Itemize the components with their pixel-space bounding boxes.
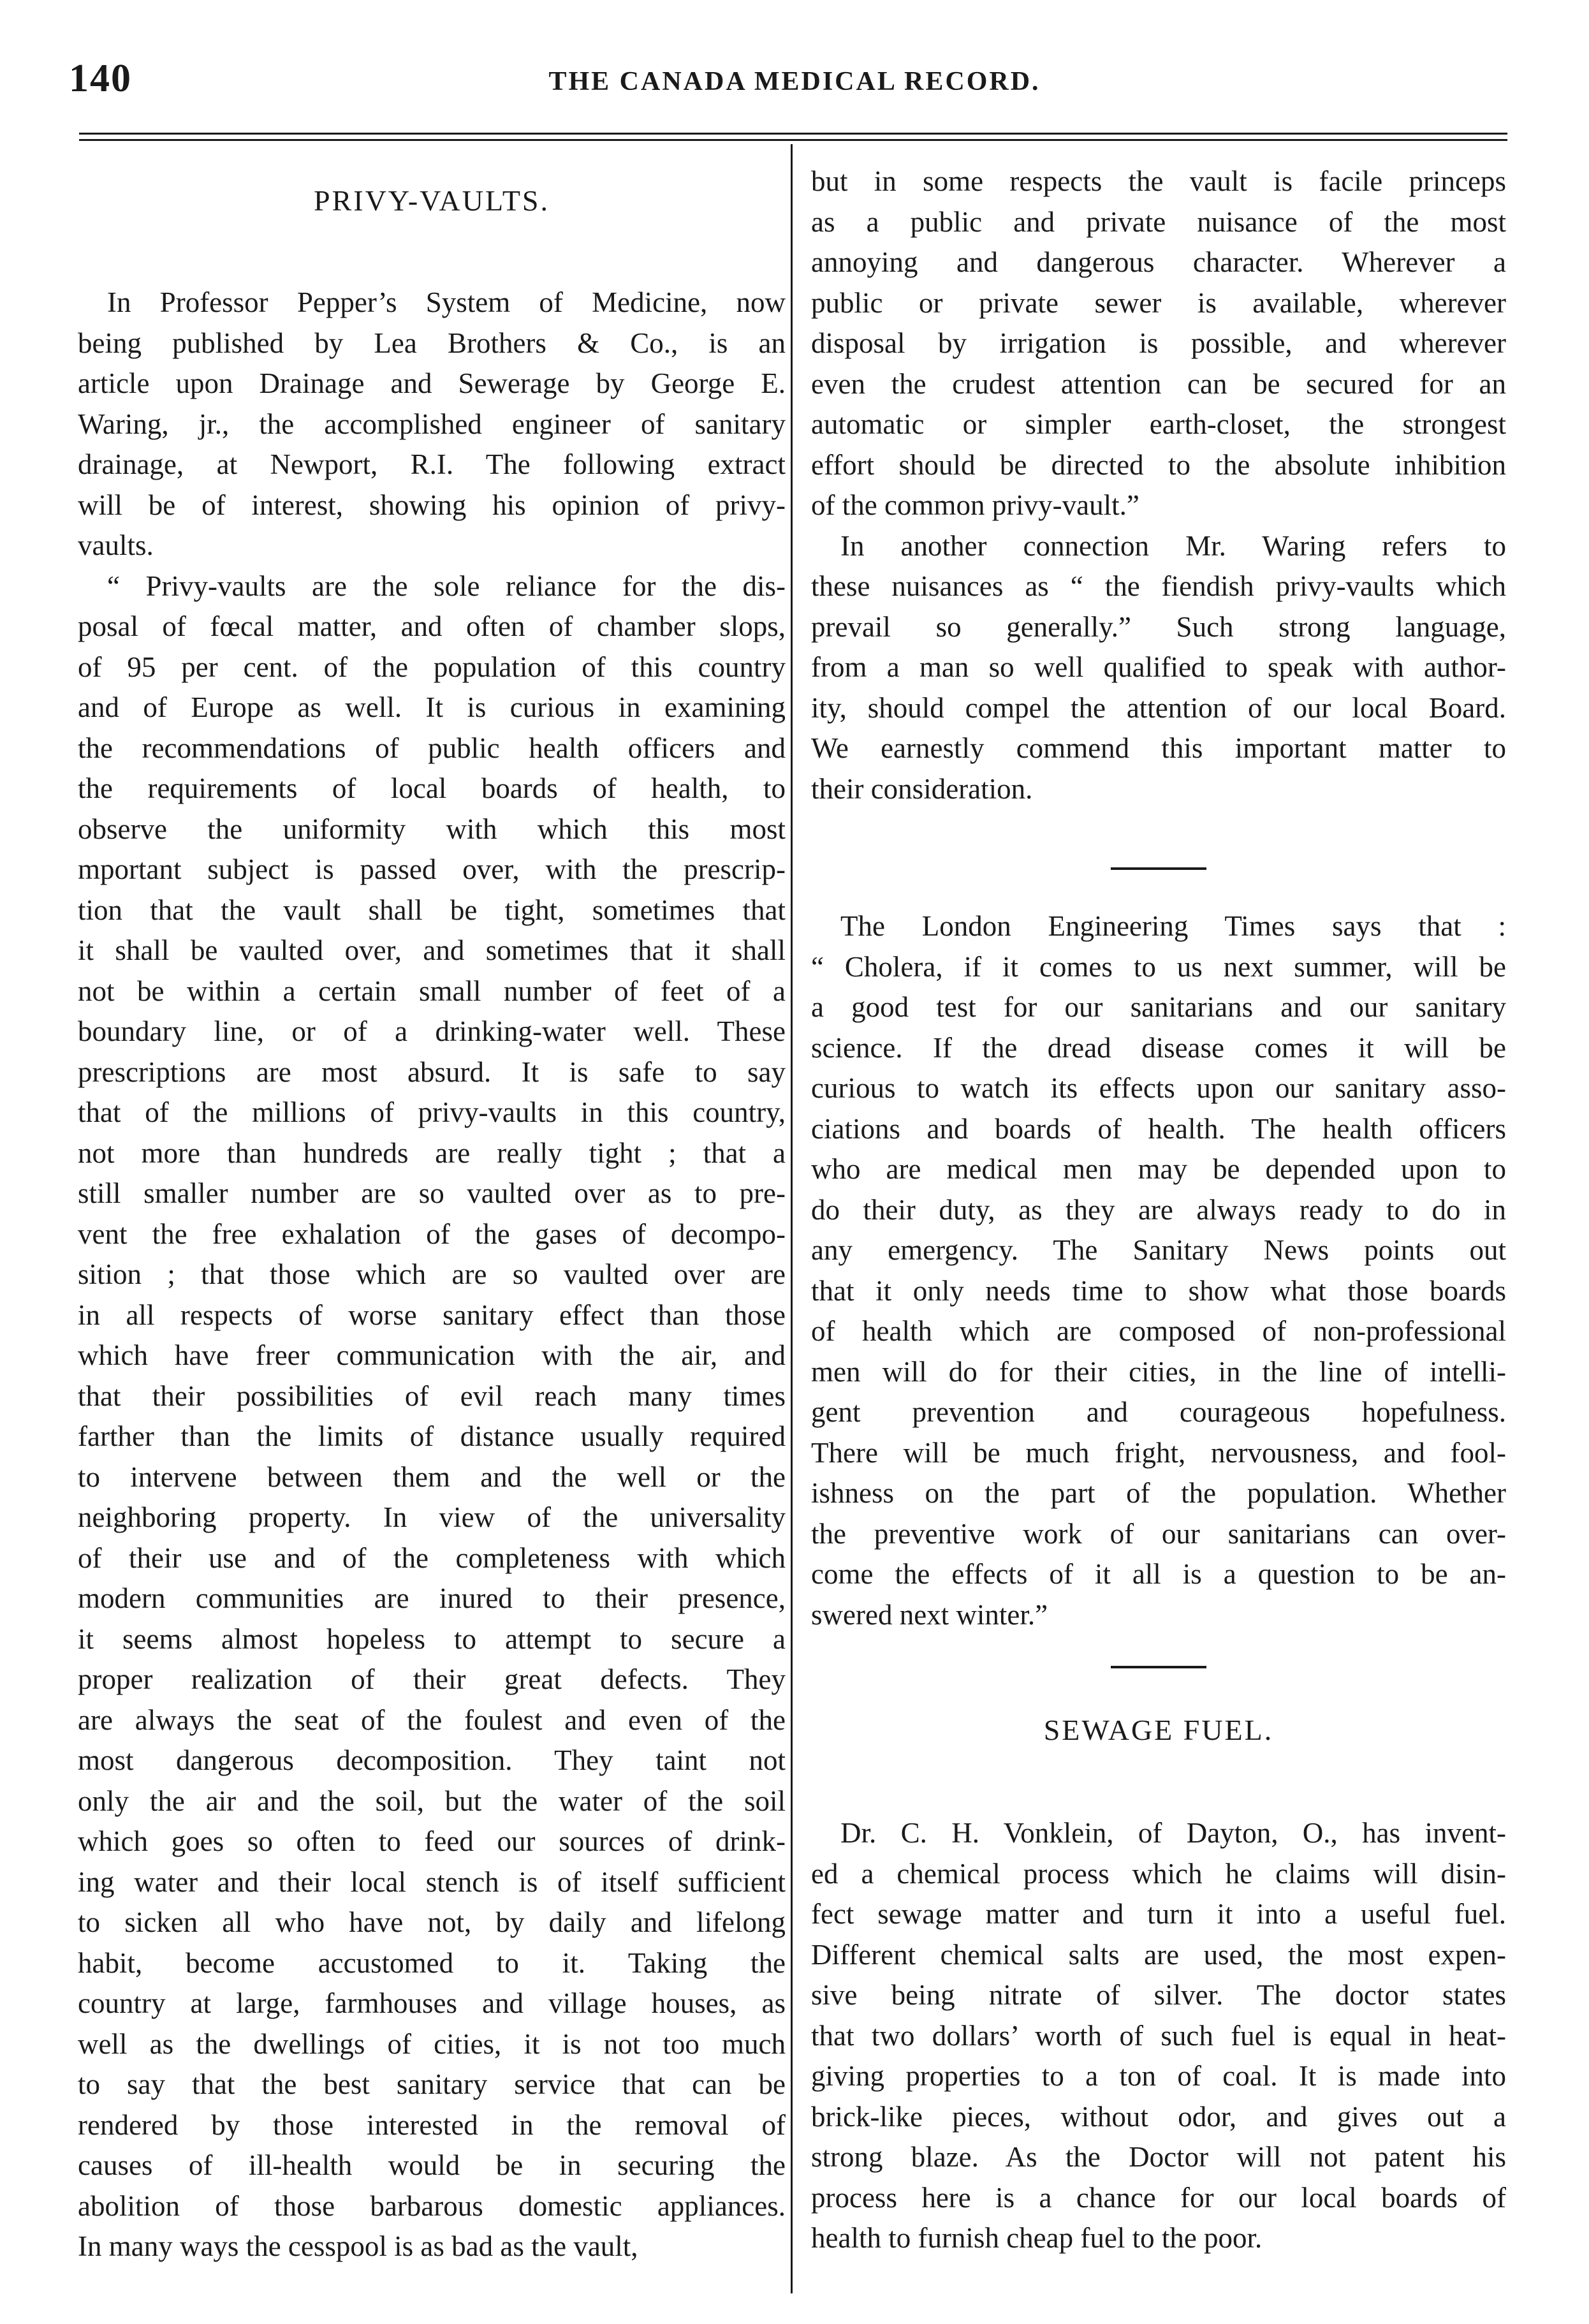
text-line: not be within a certain small number of feet of a [78,974,786,1007]
text-line: well as the dwellings of cities, it is not too much [78,2027,786,2060]
text-line: The London Engineering Times says that : [840,910,1506,942]
section-separator [1111,1666,1206,1668]
text-line: process here is a chance for our local boards of [811,2181,1506,2214]
text-line: annoying and dangerous character. Wherever a [811,246,1506,278]
text-line: ciations and boards of health. The health officers [811,1112,1506,1145]
text-line: which goes so often to feed our sources of drink- [78,1825,786,1857]
text-line: do their duty, as they are always ready to do in [811,1193,1506,1226]
text-line: mportant subject is passed over, with the prescrip- [78,853,786,885]
text-line: to sicken all who have not, by daily and lifelong [78,1906,786,1938]
text-line: abolition of those barbarous domestic appliances. [78,2189,786,2222]
page-number: 140 [69,57,132,100]
text-line: In another connection Mr. Waring refers to [840,529,1506,562]
text-line: “ Cholera, if it comes to us next summer, will be [811,950,1506,983]
text-line: of health which are composed of non-professional [811,1315,1506,1347]
text-line: even the crudest attention can be secured for an [811,367,1506,400]
text-line: sive being nitrate of silver. The doctor states [811,1979,1506,2011]
text-line: boundary line, or of a drinking-water well. These [78,1015,786,1047]
text-line: being published by Lea Brothers & Co., is an [78,327,786,359]
text-line: and of Europe as well. It is curious in examining [78,691,786,723]
text-line: vaults. [78,529,154,561]
text-line: the recommendations of public health officers and [78,732,786,764]
text-line: to intervene between them and the well or the [78,1460,786,1493]
text-line: that their possibilities of evil reach many times [78,1379,786,1412]
text-line: strong blaze. As the Doctor will not patent his [811,2141,1506,2173]
text-line: ishness on the part of the population. Whether [811,1477,1506,1509]
text-line: We earnestly commend this important matter to [811,732,1506,764]
text-line: country at large, farmhouses and village houses, as [78,1987,786,2019]
text-line: farther than the limits of distance usually required [78,1420,786,1452]
text-line: as a public and private nuisance of the most [811,205,1506,238]
text-line: habit, become accustomed to it. Taking the [78,1946,786,1979]
text-line: only the air and the soil, but the water of the soil [78,1784,786,1817]
text-line: these nuisances as “ the fiendish privy-vaults which [811,570,1506,602]
text-line: observe the uniformity with which this most [78,813,786,845]
text-line: tion that the vault shall be tight, sometimes that [78,894,786,926]
text-line: from a man so well qualified to speak with author- [811,651,1506,683]
header-rule-top [79,133,1507,135]
text-line: men will do for their cities, in the line of intelli- [811,1355,1506,1388]
text-line: giving properties to a ton of coal. It is made into [811,2060,1506,2092]
text-line: Different chemical salts are used, the most expen- [811,1938,1506,1971]
text-line: rendered by those interested in the removal of [78,2108,786,2141]
section-separator [1111,867,1206,870]
text-line: who are medical men may be depended upon to [811,1153,1506,1185]
text-line: In Professor Pepper’s System of Medicine, now [107,286,786,318]
sewage-fuel-heading: SEWAGE FUEL. [1043,1714,1274,1746]
text-line: article upon Drainage and Sewerage by George E. [78,367,786,399]
text-line: that of the millions of privy-vaults in this country, [78,1096,786,1128]
text-line: of 95 per cent. of the population of this country [78,651,786,683]
text-line: curious to watch its effects upon our sanitary asso- [811,1072,1506,1104]
text-line: still smaller number are so vaulted over as to pre- [78,1177,786,1209]
text-line: that it only needs time to show what those boards [811,1274,1506,1307]
running-title: THE CANADA MEDICAL RECORD. [548,67,1041,96]
text-line: sition ; that those which are so vaulted over are [78,1258,786,1290]
text-line: it seems almost hopeless to attempt to secure a [78,1622,786,1655]
text-line: come the effects of it all is a question to be an- [811,1558,1506,1590]
privy-vaults-heading: PRIVY-VAULTS. [313,184,550,217]
text-line: fect sewage matter and turn it into a useful fuel. [811,1898,1506,1930]
text-line: swered next winter.” [811,1598,1048,1631]
text-line: Dr. C. H. Vonklein, of Dayton, O., has invent- [840,1817,1506,1849]
text-line: their consideration. [811,772,1033,805]
text-line: prescriptions are most absurd. It is safe to say [78,1055,786,1088]
column-divider [791,144,793,2293]
text-line: the preventive work of our sanitarians can over- [811,1517,1506,1550]
text-line: public or private sewer is available, wherever [811,286,1506,319]
text-line: brick-like pieces, without odor, and gives out a [811,2100,1506,2133]
text-line: ing water and their local stench is of itself sufficient [78,1865,786,1898]
text-line: not more than hundreds are really tight ; that a [78,1136,786,1169]
text-line: disposal by irrigation is possible, and wherever [811,327,1506,359]
text-line: causes of ill-health would be in securing the [78,2149,786,2181]
text-line: prevail so generally.” Such strong language, [811,610,1506,643]
text-line: of their use and of the completeness with which [78,1541,786,1574]
text-line: a good test for our sanitarians and our sanitary [811,991,1506,1023]
text-line: vent the free exhalation of the gases of decompo- [78,1217,786,1250]
text-line: effort should be directed to the absolute inhibition [811,448,1506,481]
header-rule-bottom [79,139,1507,141]
text-line: neighboring property. In view of the universality [78,1501,786,1533]
text-line: science. If the dread disease comes it will be [811,1031,1506,1064]
text-line: of the common privy-vault.” [811,489,1139,521]
text-line: to say that the best sanitary service that can be [78,2068,786,2100]
text-line: health to furnish cheap fuel to the poor. [811,2222,1263,2254]
text-line: posal of fœcal matter, and often of chamber slops, [78,610,786,642]
text-line: “ Privy-vaults are the sole reliance for the dis- [107,570,786,602]
text-line: but in some respects the vault is facile princeps [811,165,1506,197]
text-line: modern communities are inured to their presence, [78,1582,786,1614]
text-line: ity, should compel the attention of our local Board. [811,691,1506,724]
text-line: in all respects of worse sanitary effect than those [78,1298,786,1331]
text-line: any emergency. The Sanitary News points out [811,1234,1506,1266]
text-line: ed a chemical process which he claims will disin- [811,1857,1506,1890]
text-line: In many ways the cesspool is as bad as the vault, [78,2230,638,2262]
text-line: the requirements of local boards of health, to [78,772,786,804]
text-line: most dangerous decomposition. They taint not [78,1744,786,1776]
text-line: drainage, at Newport, R.I. The following extract [78,448,786,480]
text-line: which have freer communication with the air, and [78,1339,786,1371]
text-line: that two dollars’ worth of such fuel is equal in heat- [811,2019,1506,2052]
text-line: proper realization of their great defects. They [78,1663,786,1695]
text-line: will be of interest, showing his opinion of privy- [78,489,786,521]
text-line: automatic or simpler earth-closet, the strongest [811,408,1506,440]
text-line: are always the seat of the foulest and even of the [78,1703,786,1736]
text-line: Waring, jr., the accomplished engineer of sanitary [78,408,786,440]
text-line: it shall be vaulted over, and sometimes that it shall [78,934,786,966]
text-line: gent prevention and courageous hopefulness. [811,1396,1506,1428]
text-line: There will be much fright, nervousness, and fool- [811,1436,1506,1469]
